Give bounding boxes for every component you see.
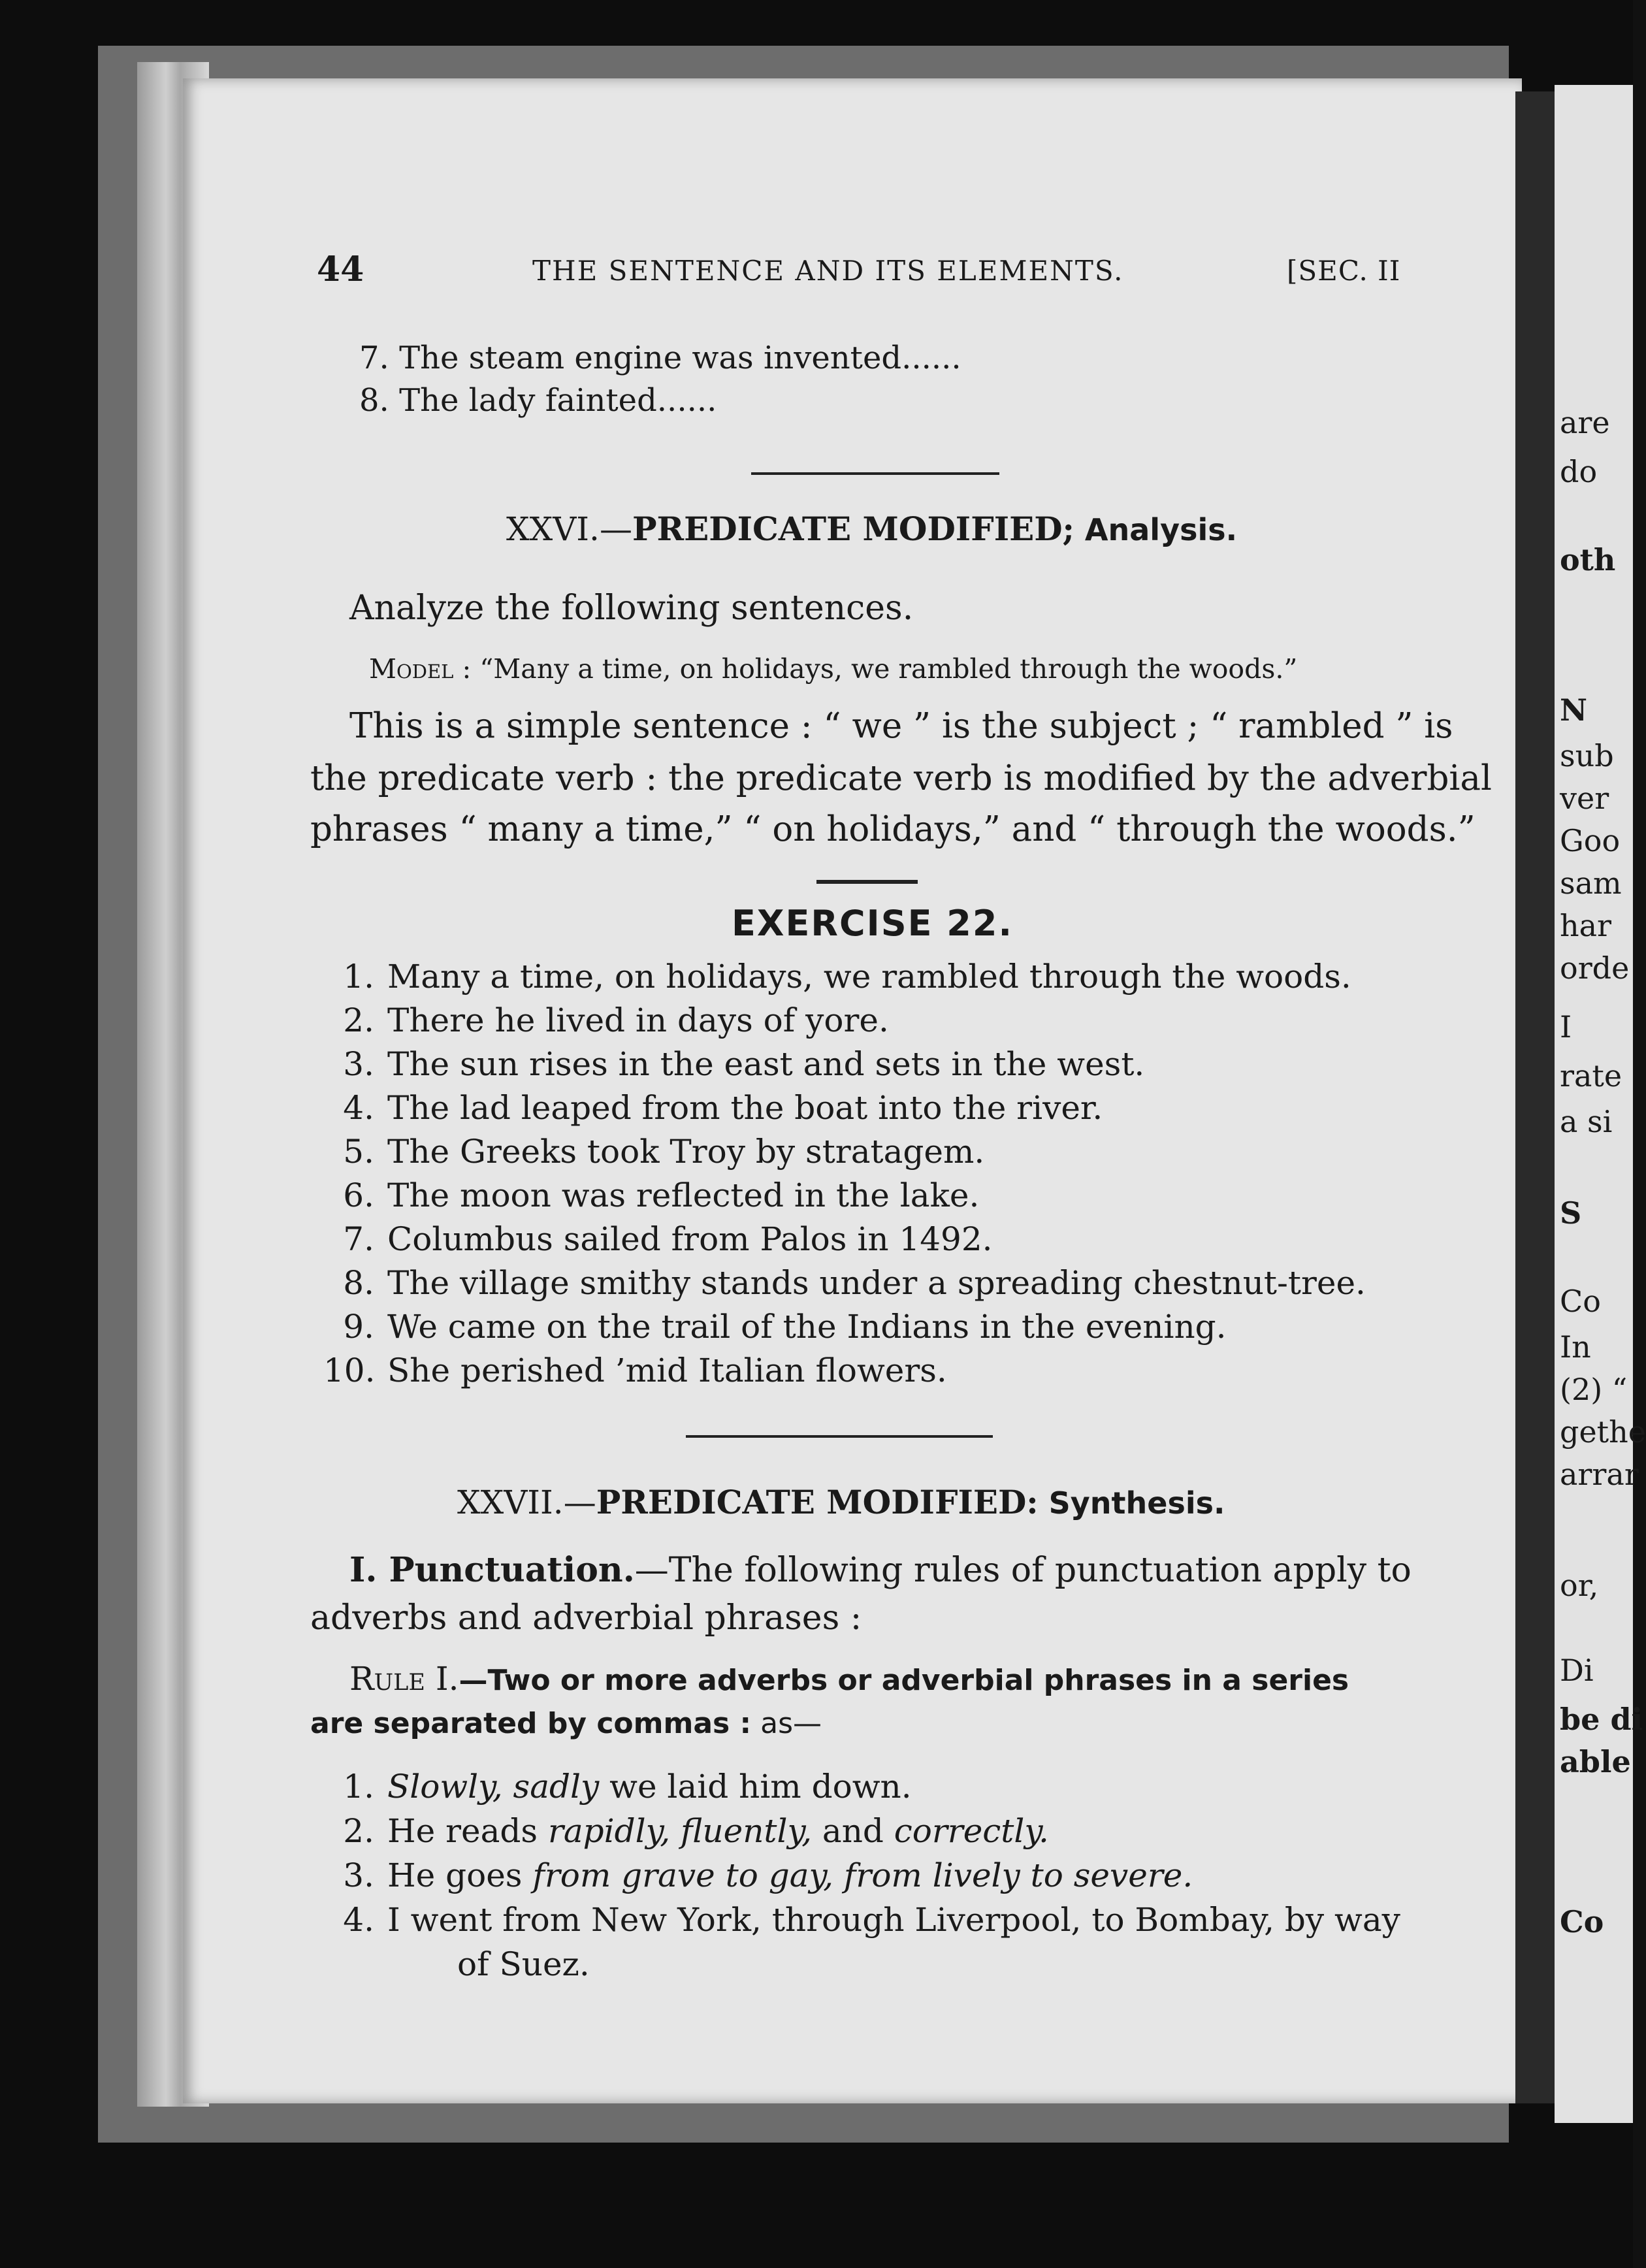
facing-text: arrar — [1560, 1457, 1639, 1492]
example-item — [323, 1856, 1193, 1895]
lesson-subtitle: Synthesis. — [1048, 1485, 1225, 1521]
item-text: The lady fainted...... — [399, 382, 717, 419]
facing-text: orde — [1560, 950, 1630, 986]
item-number: 7. — [343, 1220, 374, 1258]
lesson-heading — [457, 1483, 1225, 1522]
item-number: 3. — [343, 1856, 374, 1894]
facing-page — [1555, 85, 1646, 2123]
item-number: 8. — [343, 1264, 374, 1302]
punctuation-text: —The following rules of punctuation apply to — [634, 1551, 1412, 1590]
rule-line — [349, 1659, 1349, 1698]
item-text: The moon was reflected in the lake. — [387, 1176, 980, 1214]
item-text: He goes — [387, 1856, 533, 1894]
heading-separator: ; — [1062, 510, 1075, 548]
facing-text: able — [1560, 1744, 1631, 1779]
facing-text: oth — [1560, 542, 1616, 577]
italic-phrase: from grave to gay, from lively to severe. — [532, 1856, 1193, 1894]
item-text: The lad leaped from the boat into the river. — [387, 1089, 1103, 1127]
facing-text: rate — [1560, 1058, 1622, 1094]
exercise-title: EXERCISE 22. — [732, 903, 1013, 944]
facing-text: Goo — [1560, 823, 1621, 858]
rule-as: as— — [760, 1707, 822, 1740]
item-number: 3. — [343, 1045, 374, 1083]
item-number: 7. — [359, 340, 389, 376]
lesson-number: XXVI.— — [506, 510, 632, 548]
facing-text: har — [1560, 908, 1612, 943]
item-text: The sun rises in the east and sets in the west. — [387, 1045, 1145, 1083]
model-label: Model : — [369, 653, 472, 685]
facing-text: do — [1560, 454, 1598, 489]
facing-text: be di — [1560, 1702, 1643, 1737]
item-number: 10. — [323, 1352, 376, 1389]
facing-text: sub — [1560, 738, 1614, 773]
list-item — [323, 1176, 979, 1215]
facing-text: a si — [1560, 1104, 1613, 1139]
item-text: He reads — [387, 1812, 548, 1850]
facing-text: In — [1560, 1329, 1591, 1365]
item-number: 4. — [343, 1901, 374, 1939]
example-item — [323, 1767, 912, 1806]
example-item — [323, 1811, 1049, 1851]
item-text: The steam engine was invented...... — [399, 340, 961, 376]
item-number: 1. — [343, 958, 374, 996]
item-number: 2. — [343, 1001, 374, 1039]
model-text: “Many a time, on holidays, we rambled through the woods.” — [479, 653, 1298, 685]
instruction: Analyze the following sentences. — [349, 589, 914, 628]
punctuation-label: I. Punctuation. — [349, 1550, 635, 1590]
list-item — [323, 957, 1351, 996]
italic-phrase: Slowly, sadly — [387, 1768, 600, 1806]
facing-text: ver — [1560, 781, 1609, 816]
list-item — [323, 1220, 993, 1259]
italic-phrase: rapidly, fluently, — [547, 1812, 812, 1850]
list-item — [323, 1001, 889, 1040]
facing-text: gethe — [1560, 1414, 1646, 1450]
book-page — [183, 78, 1522, 2103]
item-number: 8. — [359, 382, 389, 419]
facing-text: Co — [1560, 1284, 1601, 1319]
list-item — [323, 1132, 984, 1171]
facing-text: sam — [1560, 866, 1622, 901]
lesson-number: XXVII.— — [457, 1483, 596, 1521]
item-number: 6. — [343, 1176, 374, 1214]
facing-text: N — [1560, 692, 1588, 728]
list-item — [323, 1351, 947, 1390]
list-item — [323, 1307, 1227, 1346]
facing-text: I — [1560, 1009, 1572, 1045]
item-text: I went from New York, through Liverpool, to Bombay, by way — [387, 1901, 1400, 1939]
rule-text: —Two or more adverbs or adverbial phrases in a series — [459, 1664, 1349, 1697]
lesson-title: PREDICATE MODIFIED — [632, 510, 1063, 548]
item-number: 4. — [343, 1089, 374, 1127]
item-text: There he lived in days of yore. — [387, 1001, 889, 1039]
section-divider — [686, 1435, 993, 1438]
facing-text: Co — [1560, 1904, 1604, 1939]
facing-text: or, — [1560, 1568, 1599, 1603]
running-title: THE SENTENCE AND ITS ELEMENTS. — [532, 255, 1124, 287]
rule-label: Rule I. — [349, 1660, 459, 1698]
item-text: The Greeks took Troy by stratagem. — [387, 1133, 985, 1171]
explanation-line: phrases “ many a time,” “ on holidays,” and “ through the woods.” — [310, 809, 1476, 849]
lesson-title: PREDICATE MODIFIED — [596, 1483, 1027, 1521]
heading-separator: : — [1026, 1483, 1039, 1521]
list-item — [323, 1088, 1103, 1127]
punctuation-line — [349, 1550, 1412, 1591]
explanation-line: This is a simple sentence : “ we ” is the subject ; “ rambled ” is — [349, 706, 1453, 746]
item-text: We came on the trail of the Indians in the evening. — [387, 1308, 1227, 1346]
item-text: Columbus sailed from Palos in 1492. — [387, 1220, 993, 1258]
item-text: Many a time, on holidays, we rambled through the woods. — [387, 958, 1351, 996]
item-number: 1. — [343, 1768, 374, 1806]
rule-text-2: are separated by commas : — [310, 1707, 752, 1740]
continued-item — [359, 340, 961, 378]
section-marker: [SEC. II — [1287, 255, 1401, 287]
facing-text: Di — [1560, 1653, 1594, 1688]
item-text: The village smithy stands under a spreading chestnut-tree. — [387, 1264, 1366, 1302]
lesson-subtitle: Analysis. — [1084, 512, 1238, 547]
lesson-heading — [506, 510, 1237, 549]
item-text: we laid him down. — [599, 1768, 912, 1806]
facing-text: are — [1560, 405, 1610, 440]
example-item — [323, 1900, 1400, 1939]
continued-item — [359, 382, 717, 420]
page-number: 44 — [317, 250, 364, 289]
facing-text: S — [1560, 1195, 1582, 1231]
explanation-line: the predicate verb : the predicate verb is modified by the adverbial — [310, 758, 1492, 798]
section-divider — [751, 472, 999, 475]
facing-text: (2) “ — [1560, 1372, 1628, 1407]
item-number: 9. — [343, 1308, 374, 1346]
list-item — [323, 1045, 1144, 1084]
punctuation-line-2: adverbs and adverbial phrases : — [310, 1598, 862, 1638]
example-item-continuation: of Suez. — [457, 1945, 590, 1983]
item-text: and — [811, 1812, 894, 1850]
short-divider — [816, 880, 918, 884]
list-item — [323, 1263, 1366, 1303]
item-number: 5. — [343, 1133, 374, 1171]
item-text: She perished ’mid Italian flowers. — [387, 1352, 947, 1389]
rule-line-2 — [310, 1707, 822, 1742]
italic-phrase: correctly. — [894, 1812, 1049, 1850]
item-number: 2. — [343, 1812, 374, 1850]
model-line — [369, 653, 1297, 685]
book-gutter — [1515, 91, 1555, 2103]
